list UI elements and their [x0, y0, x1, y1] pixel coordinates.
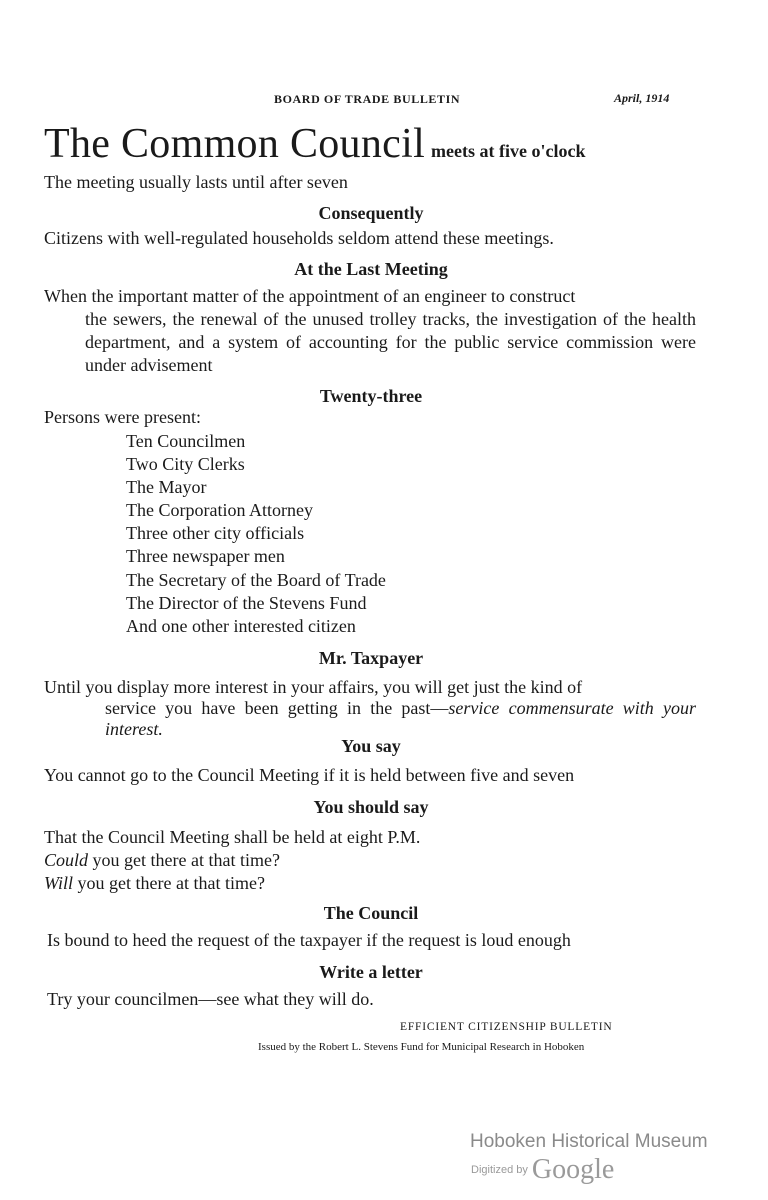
write-letter-text: Try your councilmen—see what they will do. [47, 989, 374, 1009]
you-should-say-line1: That the Council Meeting shall be held at eight P.M. [44, 827, 421, 847]
taxpayer-rest-italic: service commensurate with your interest. [105, 698, 696, 739]
last-meeting-first-line: When the important matter of the appointment of an engineer to construct [44, 286, 576, 306]
attendee-list [126, 430, 386, 638]
title-subtitle: meets at five o'clock [431, 141, 586, 161]
you-should-say-line2 [44, 849, 420, 872]
heading-you-should-say: You should say [313, 797, 429, 817]
list-item: The Mayor [126, 477, 207, 498]
you-should-say-block [44, 826, 420, 895]
issue-date: April, 1914 [614, 91, 670, 105]
list-item: Three other city officials [126, 523, 305, 544]
list-item: The Secretary of the Board of Trade [126, 569, 386, 590]
intro-text: The meeting usually lasts until after seven [44, 172, 348, 192]
list-item: The Corporation Attorney [126, 500, 313, 521]
consequently-text: Citizens with well-regulated households seldom attend these meetings. [44, 228, 554, 248]
council-text: Is bound to heed the request of the taxpayer if the request is loud enough [47, 930, 571, 950]
museum-watermark: Hoboken Historical Museum [470, 1131, 708, 1152]
you-should-say-line3 [44, 872, 420, 895]
you-say-text: You cannot go to the Council Meeting if it is held between five and seven [44, 765, 575, 785]
will-rest: you get there at that time? [73, 873, 265, 893]
list-item: And one other interested citizen [126, 615, 356, 636]
could-italic: Could [44, 850, 89, 870]
taxpayer-rest [44, 698, 696, 740]
footer-bulletin-name: EFFICIENT CITIZENSHIP BULLETIN [400, 1021, 613, 1033]
digitized-by-text: Digitized by [471, 1164, 528, 1176]
title-main: The Common Council [44, 121, 426, 167]
heading-council: The Council [323, 903, 419, 923]
heading-last-meeting: At the Last Meeting [294, 259, 448, 279]
heading-consequently: Consequently [318, 203, 424, 223]
last-meeting-paragraph [44, 285, 696, 377]
running-head: BOARD OF TRADE BULLETIN [274, 92, 461, 106]
footer-issued-by: Issued by the Robert L. Stevens Fund for Municipal Research in Hoboken [258, 1041, 585, 1053]
heading-you-say: You say [341, 736, 401, 756]
heading-write-letter: Write a letter [319, 962, 423, 982]
taxpayer-paragraph [44, 677, 696, 740]
taxpayer-first-line: Until you display more interest in your affairs, you will get just the kind of [44, 677, 583, 697]
could-rest: you get there at that time? [88, 850, 280, 870]
list-item: Two City Clerks [126, 454, 245, 475]
last-meeting-rest: the sewers, the renewal of the unused trolley tracks, the investigation of the health department, and a system of accounting for the public service commission were under advisement [85, 309, 696, 375]
heading-twenty-three: Twenty-three [319, 386, 423, 406]
list-item: Three newspaper men [126, 546, 285, 567]
digitized-by-watermark [471, 1154, 614, 1186]
page-title [44, 120, 586, 168]
list-item: Ten Councilmen [126, 431, 246, 451]
taxpayer-rest-text: service you have been getting in the past— [105, 698, 449, 718]
persons-present-text: Persons were present: [44, 407, 201, 427]
google-logo: Google [531, 1154, 615, 1185]
list-item: The Director of the Stevens Fund [126, 592, 367, 613]
heading-taxpayer: Mr. Taxpayer [318, 648, 424, 668]
will-italic: Will [44, 873, 74, 893]
